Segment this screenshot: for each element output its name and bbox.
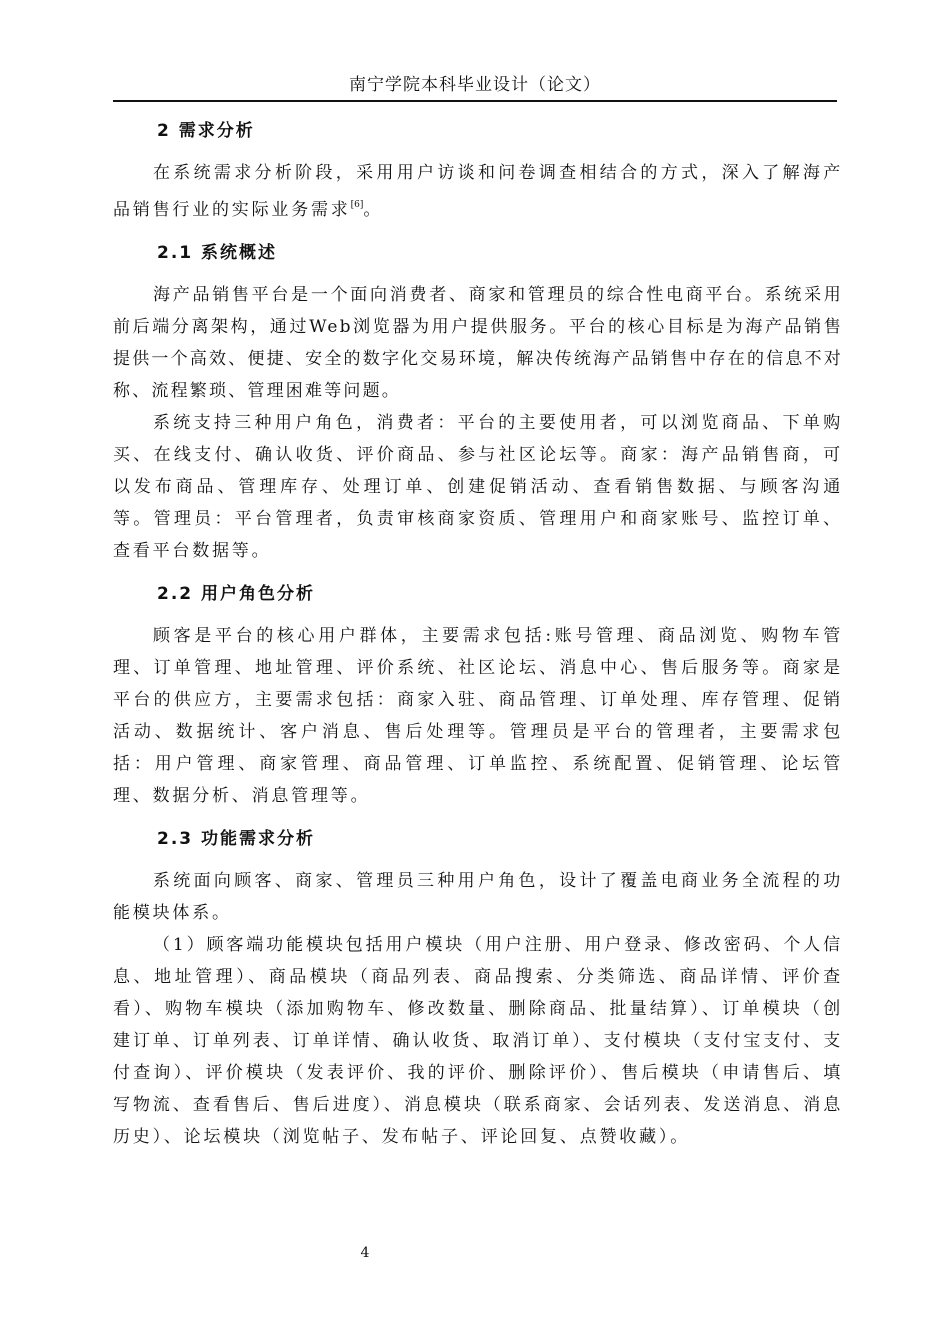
section-heading-2: 2 需求分析 [157,121,255,141]
paragraph: 海产品销售平台是一个面向消费者、商家和管理员的综合性电商平台。系统采用前后端分离架构，通过Web浏览器为用户提供服务。平台的核心目标是为海产品销售提供一个高效、便捷、安全的数字化交易环境，解决传统海产品销售中存在的信息不对称、流程繁琐、管理困难等问题。 [113,285,843,401]
section-heading-2-2: 2.2 用户角色分析 [157,584,316,604]
paragraph: 系统支持三种用户角色，消费者：平台的主要使用者，可以浏览商品、下单购买、在线支付、确认收货、评价商品、参与社区论坛等。商家：海产品销售商，可以发布商品、管理库存、处理订单、创建促销活动、查看销售数据、与顾客沟通等。管理员：平台管理者，负责审核商家资质、管理用户和商家账号、监控订单、查看平台数据等。 [113,413,843,561]
citation: [6] [350,200,364,210]
header-divider [113,100,837,102]
paragraph: 系统面向顾客、商家、管理员三种用户角色，设计了覆盖电商业务全流程的功能模块体系。 [113,871,843,923]
document-body [113,115,843,1153]
page-number: 4 [360,1245,370,1261]
paragraph [113,157,843,226]
page-header: 南宁学院本科毕业设计（论文） [349,75,601,95]
paragraph-end: 。 [363,200,384,220]
paragraph: 顾客是平台的核心用户群体，主要需求包括:账号管理、商品浏览、购物车管理、订单管理、地址管理、评价系统、社区论坛、消息中心、售后服务等。商家是平台的供应方，主要需求包括：商家入驻、商品管理、订单处理、库存管理、促销活动、数据统计、客户消息、售后处理等。管理员是平台的管理者，主要需求包括：用户管理、商家管理、商品管理、订单监控、系统配置、促销管理、论坛管理、数据分析、消息管理等。 [113,626,843,806]
paragraph-text: 在系统需求分析阶段，采用用户访谈和问卷调查相结合的方式，深入了解海产品销售行业的实际业务需求 [113,163,843,220]
section-heading-2-3: 2.3 功能需求分析 [157,829,316,849]
paragraph: （1）顾客端功能模块包括用户模块（用户注册、用户登录、修改密码、个人信息、地址管理）、商品模块（商品列表、商品搜索、分类筛选、商品详情、评价查看）、购物车模块（添加购物车、修改数量、删除商品、批量结算）、订单模块（创建订单、订单列表、订单详情、确认收货、取消订单）、支付模块（支付宝支付、支付查询）、评价模块（发表评价、我的评价、删除评价）、售后模块（申请售后、填写物流、查看售后、售后进度）、消息模块（联系商家、会话列表、发送消息、消息历史）、论坛模块（浏览帖子、发布帖子、评论回复、点赞收藏）。 [113,935,843,1147]
section-heading-2-1: 2.1 系统概述 [157,243,278,263]
